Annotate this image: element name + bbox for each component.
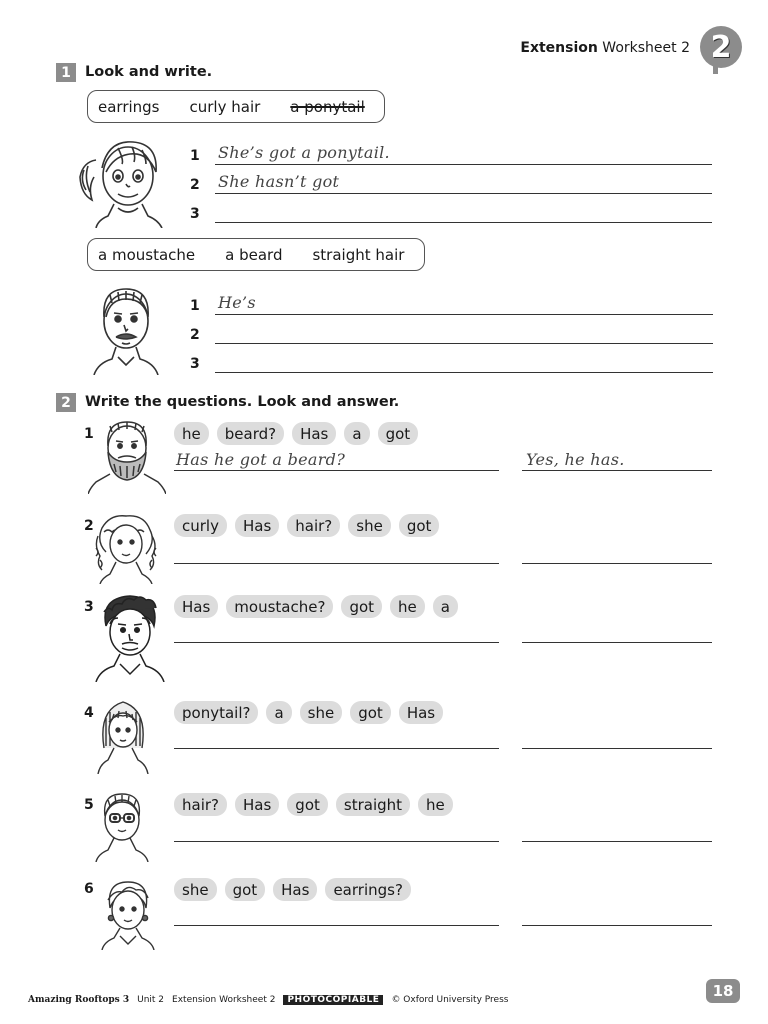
exercise-2-number: 2 xyxy=(56,393,76,412)
girl-write-line-3[interactable] xyxy=(215,221,712,223)
word-chip: a xyxy=(266,701,291,724)
word-chip: Has xyxy=(399,701,443,724)
word-chip: he xyxy=(174,422,209,445)
word-chip: hair? xyxy=(287,514,340,537)
word-chip: she xyxy=(348,514,391,537)
man-line-number-1: 1 xyxy=(190,298,200,314)
word-chip: hair? xyxy=(174,793,227,816)
word-chip: straight xyxy=(336,793,410,816)
word-chip: a xyxy=(433,595,458,618)
footer xyxy=(28,995,508,1005)
word-chip: she xyxy=(300,701,343,724)
word-chip: Has xyxy=(235,514,279,537)
footer-brand: Amazing Rooftops 3 xyxy=(28,995,130,1005)
question-answer-1: Has he got a beard? xyxy=(176,450,346,469)
word-ponytail-crossed: a ponytail xyxy=(290,97,365,116)
answer-line-5[interactable] xyxy=(522,840,712,842)
word-straight-hair: straight hair xyxy=(312,245,405,264)
word-chip: Has xyxy=(174,595,218,618)
man-moustache-illustration xyxy=(88,283,164,375)
girl-answer-2: She hasn’t got xyxy=(218,172,340,191)
word-chip-row-2 xyxy=(174,514,439,537)
word-chip-row-5 xyxy=(174,793,453,816)
word-chip: got xyxy=(378,422,419,445)
word-chip: curly xyxy=(174,514,227,537)
word-chip: moustache? xyxy=(226,595,333,618)
man-write-line-2[interactable] xyxy=(215,342,713,344)
question-number-4: 4 xyxy=(84,705,94,721)
word-chip: got xyxy=(341,595,382,618)
word-chip: got xyxy=(287,793,328,816)
man-word-box xyxy=(87,238,425,271)
word-chip: Has xyxy=(235,793,279,816)
girl-line-number-1: 1 xyxy=(190,148,200,164)
question-line-3[interactable] xyxy=(174,641,499,643)
word-chip-row-1 xyxy=(174,422,418,445)
word-chip: earrings? xyxy=(325,878,410,901)
word-chip: ponytail? xyxy=(174,701,258,724)
word-chip: a xyxy=(344,422,369,445)
girl-write-line-2[interactable] xyxy=(215,192,712,194)
girl-word-box xyxy=(87,90,385,123)
question-number-5: 5 xyxy=(84,797,94,813)
question-number-1: 1 xyxy=(84,426,94,442)
man-write-line-1[interactable] xyxy=(215,313,713,315)
word-chip: Has xyxy=(292,422,336,445)
word-chip: Has xyxy=(273,878,317,901)
man-line-number-3: 3 xyxy=(190,356,200,372)
man-write-line-3[interactable] xyxy=(215,371,713,373)
word-chip: she xyxy=(174,878,217,901)
word-chip: he xyxy=(390,595,425,618)
question-line-5[interactable] xyxy=(174,840,499,842)
answer-line-3[interactable] xyxy=(522,641,712,643)
girl-line-number-3: 3 xyxy=(190,206,200,222)
word-chip: got xyxy=(350,701,391,724)
question-line-1[interactable] xyxy=(174,469,499,471)
word-curly-hair: curly hair xyxy=(189,97,261,116)
exercise-1-instruction: Look and write. xyxy=(85,64,213,80)
answer-line-1[interactable] xyxy=(522,469,712,471)
photocopiable-label: PHOTOCOPIABLE xyxy=(283,995,383,1005)
woman-earrings-illustration xyxy=(96,878,160,950)
question-line-4[interactable] xyxy=(174,747,499,749)
question-line-2[interactable] xyxy=(174,562,499,564)
girl-answer-1: She’s got a ponytail. xyxy=(218,143,390,162)
unit-badge: 2 xyxy=(700,26,742,68)
exercise-2-instruction: Write the questions. Look and answer. xyxy=(85,394,400,410)
word-chip: got xyxy=(225,878,266,901)
curly-hair-man-moustache-illustration xyxy=(92,592,168,682)
word-chip: got xyxy=(399,514,440,537)
question-number-3: 3 xyxy=(84,599,94,615)
footer-copyright: © Oxford University Press xyxy=(391,995,509,1005)
word-chip: he xyxy=(418,793,453,816)
question-number-2: 2 xyxy=(84,518,94,534)
word-chip: beard? xyxy=(217,422,284,445)
answer-line-4[interactable] xyxy=(522,747,712,749)
bearded-man-illustration xyxy=(88,418,166,494)
exercise-1-number: 1 xyxy=(56,63,76,82)
man-answer-1: He’s xyxy=(218,293,256,312)
question-number-6: 6 xyxy=(84,881,94,897)
word-moustache: a moustache xyxy=(98,245,196,264)
girl-ponytail-illustration xyxy=(78,132,178,228)
word-earrings: earrings xyxy=(98,97,160,116)
answer-line-2[interactable] xyxy=(522,562,712,564)
curly-hair-girl-illustration xyxy=(92,512,160,584)
girl-line-number-2: 2 xyxy=(190,177,200,193)
boy-glasses-illustration xyxy=(90,790,154,862)
short-answer-1: Yes, he has. xyxy=(526,450,625,469)
girl-write-line-1[interactable] xyxy=(215,163,712,165)
word-beard: a beard xyxy=(225,245,283,264)
answer-line-6[interactable] xyxy=(522,924,712,926)
footer-unit: Unit 2 xyxy=(137,995,165,1005)
straight-hair-girl-illustration xyxy=(92,698,154,774)
page-number: 18 xyxy=(706,979,740,1003)
footer-worksheet: Extension Worksheet 2 xyxy=(172,995,276,1005)
word-chip-row-3 xyxy=(174,595,458,618)
word-chip-row-4 xyxy=(174,701,443,724)
worksheet-title: Extension Worksheet 2 xyxy=(520,40,690,56)
man-line-number-2: 2 xyxy=(190,327,200,343)
word-chip-row-6 xyxy=(174,878,411,901)
question-line-6[interactable] xyxy=(174,924,499,926)
